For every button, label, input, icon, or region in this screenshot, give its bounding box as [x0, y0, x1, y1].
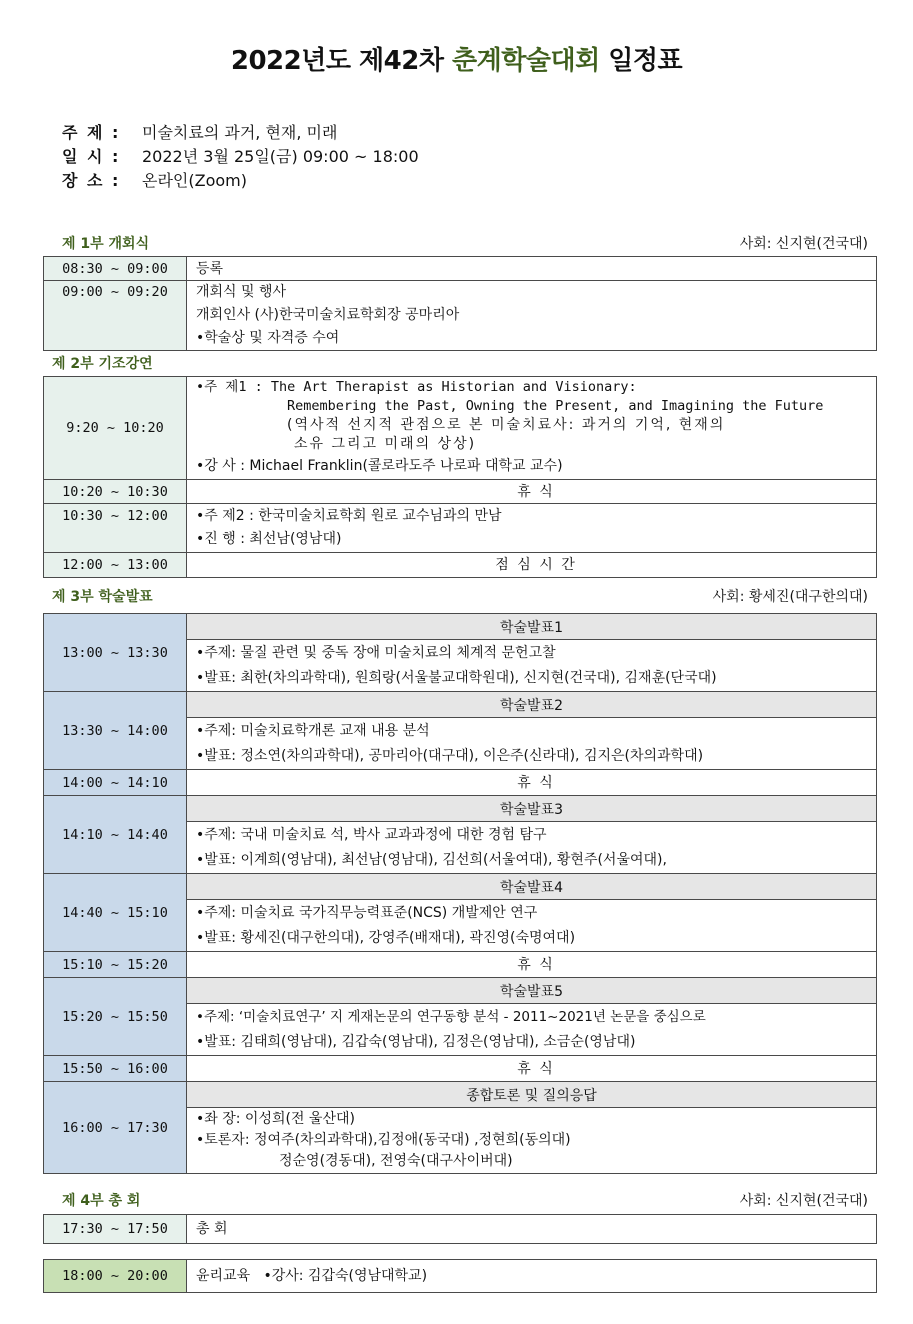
content-line: •강 사 : Michael Franklin(콜로라도주 나로파 대학교 교수): [196, 457, 563, 474]
table-row: [44, 978, 877, 1004]
table-row: [44, 692, 877, 718]
table-row: [44, 553, 877, 578]
table-row: [44, 1260, 877, 1293]
time-cell: 08:30 ~ 09:00: [44, 257, 187, 281]
part4-table-ethics: [43, 1259, 877, 1293]
session-head: 학술발표4: [187, 874, 877, 900]
date-value: 2022년 3월 25일(금) 09:00 ~ 18:00: [142, 147, 419, 166]
table-row: [44, 480, 877, 504]
time-cell: 18:00 ~ 20:00: [44, 1260, 187, 1293]
info-date: [62, 144, 419, 167]
table-row: [44, 1215, 877, 1244]
part1-host: 사회: 신지현(건국대): [739, 236, 868, 252]
content-line: •주 제2 : 한국미술치료학회 원로 교수님과의 만남: [196, 508, 502, 524]
content-cell: 휴 식: [187, 952, 877, 978]
info-place: [62, 168, 247, 191]
session-topic: •주제: ‘미술치료연구’ 지 게재논문의 연구동향 분석 - 2011~2021년 논문을 중심으로: [187, 1004, 877, 1030]
session-topic: •주제: 물질 관련 및 중독 장애 미술치료의 체계적 문헌고찰: [187, 640, 877, 666]
content-cell: [187, 504, 877, 553]
part4-title: 제 4부 총 회: [62, 1193, 141, 1209]
time-cell: 10:20 ~ 10:30: [44, 480, 187, 504]
part2-title: 제 2부 기조강연: [52, 356, 153, 372]
table-row: [44, 377, 877, 480]
table-row: [44, 874, 877, 900]
content-line: (역사적 선지적 관점으로 본 미술치료사: 과거의 기억, 현재의: [287, 416, 726, 433]
table-row: [44, 796, 877, 822]
table-row: [44, 614, 877, 640]
title-part2: 일정표: [599, 46, 683, 76]
place-label: 장 소 :: [62, 171, 121, 190]
date-label: 일 시 :: [62, 147, 121, 166]
session-presenters: •발표: 황세진(대구한의대), 강영주(배재대), 곽진영(숙명여대): [187, 926, 877, 952]
table-row: [44, 504, 877, 553]
time-cell: 9:20 ~ 10:20: [44, 377, 187, 480]
time-cell: 15:10 ~ 15:20: [44, 952, 187, 978]
time-cell: 12:00 ~ 13:00: [44, 553, 187, 578]
part3-title: 제 3부 학술발표: [52, 589, 153, 605]
time-cell: 14:10 ~ 14:40: [44, 796, 187, 874]
time-cell: 15:20 ~ 15:50: [44, 978, 187, 1056]
content-cell: 점 심 시 간: [187, 553, 877, 578]
time-cell: 10:30 ~ 12:00: [44, 504, 187, 553]
time-cell: 14:00 ~ 14:10: [44, 770, 187, 796]
time-cell: 14:40 ~ 15:10: [44, 874, 187, 952]
table-row: [44, 1056, 877, 1082]
content-line: 개회인사 (사)한국미술치료학회장 공마리아: [196, 307, 460, 323]
content-cell: 휴 식: [187, 770, 877, 796]
page-title: [0, 40, 913, 77]
part2-table: [43, 376, 877, 578]
session-head: 학술발표1: [187, 614, 877, 640]
table-row: [44, 281, 877, 351]
session-presenters: •발표: 정소연(차의과학대), 공마리아(대구대), 이은주(신라대), 김지은(차의과학대): [187, 744, 877, 770]
part4-host: 사회: 신지현(건국대): [739, 1193, 868, 1209]
content-cell: 등록: [187, 257, 877, 281]
content-cell: 윤리교육 •강사: 김갑숙(영남대학교): [187, 1260, 877, 1293]
content-line: 정순영(경동대), 전영숙(대구사이버대): [279, 1153, 513, 1169]
content-line: 개회식 및 행사: [196, 284, 287, 300]
time-cell: 17:30 ~ 17:50: [44, 1215, 187, 1244]
time-cell: 13:00 ~ 13:30: [44, 614, 187, 692]
table-row: [44, 952, 877, 978]
session-head: 종합토론 및 질의응답: [187, 1082, 877, 1108]
session-head: 학술발표2: [187, 692, 877, 718]
topic-label: 주 제 :: [62, 123, 121, 142]
info-topic: [62, 120, 337, 143]
part3-table: [43, 613, 877, 1174]
content-cell: 총 회: [187, 1215, 877, 1244]
content-line: •토론자: 정여주(차의과학대),김정애(동국대) ,정현희(동의대): [196, 1132, 571, 1148]
session-head: 학술발표5: [187, 978, 877, 1004]
time-cell: 16:00 ~ 17:30: [44, 1082, 187, 1174]
content-cell: [187, 377, 877, 480]
table-row: [44, 1082, 877, 1108]
time-cell: 09:00 ~ 09:20: [44, 281, 187, 351]
table-row: [44, 257, 877, 281]
session-topic: •주제: 미술치료 국가직무능력표준(NCS) 개발제안 연구: [187, 900, 877, 926]
part1-table: [43, 256, 877, 351]
content-cell: 휴 식: [187, 480, 877, 504]
session-topic: •주제: 국내 미술치료 석, 박사 교과과정에 대한 경험 탐구: [187, 822, 877, 848]
part3-host: 사회: 황세진(대구한의대): [712, 589, 868, 605]
content-cell: [187, 1108, 877, 1174]
part1-title: 제 1부 개회식: [62, 236, 150, 252]
session-head: 학술발표3: [187, 796, 877, 822]
session-topic: •주제: 미술치료학개론 교재 내용 분석: [187, 718, 877, 744]
content-line: •주 제1 : The Art Therapist as Historian and Visionary:: [196, 378, 637, 395]
time-cell: 15:50 ~ 16:00: [44, 1056, 187, 1082]
content-line: •학술상 및 자격증 수여: [196, 330, 340, 346]
time-cell: 13:30 ~ 14:00: [44, 692, 187, 770]
title-part1: 2022년도 제42차: [230, 46, 452, 76]
part4-table-assembly: [43, 1214, 877, 1244]
content-cell: [187, 281, 877, 351]
content-line: •좌 장: 이성희(전 울산대): [196, 1111, 355, 1127]
topic-value: 미술치료의 과거, 현재, 미래: [142, 123, 338, 142]
table-row: [44, 770, 877, 796]
content-cell: 휴 식: [187, 1056, 877, 1082]
session-presenters: •발표: 최한(차의과학대), 원희랑(서울불교대학원대), 신지현(건국대), 김재훈(단국대): [187, 666, 877, 692]
title-highlight: 춘계학술대회: [452, 46, 600, 76]
content-line: Remembering the Past, Owning the Present, and Imagining the Future: [287, 397, 824, 414]
session-presenters: •발표: 이계희(영남대), 최선남(영남대), 김선희(서울여대), 황현주(서울여대),: [187, 848, 877, 874]
session-presenters: •발표: 김태희(영남대), 김갑숙(영남대), 김정은(영남대), 소금순(영남대): [187, 1030, 877, 1056]
place-value: 온라인(Zoom): [142, 171, 247, 190]
content-line: •진 행 : 최선남(영남대): [196, 531, 342, 547]
content-line: 소유 그리고 미래의 상상): [294, 435, 477, 452]
